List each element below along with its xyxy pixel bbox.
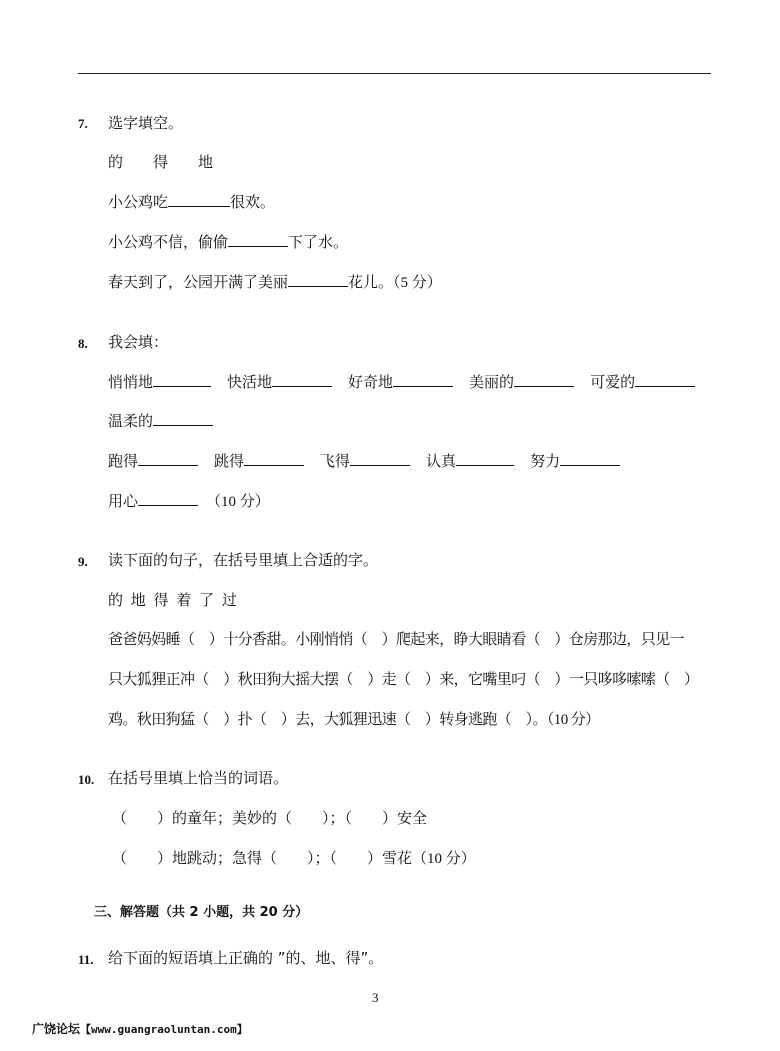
answer-blank[interactable] <box>138 451 198 466</box>
question-9-passage-line-2: 只大狐狸正冲（ ）秋田狗大摇大摆（ ）走（ ）来，它嘴里叼（ ）一只哆哆嗦嗦（ ） <box>108 670 699 688</box>
question-8-row-4 <box>108 491 270 512</box>
word-prompt: 认真 <box>426 452 457 470</box>
answer-blank[interactable] <box>456 451 514 466</box>
word-prompt: 温柔的 <box>108 412 154 430</box>
footer-url[interactable]: 【www.guangraoluntan.com】 <box>80 1023 248 1036</box>
word-prompt: 悄悄地 <box>108 373 154 391</box>
sentence-text: 很欢。 <box>230 193 276 211</box>
question-11-number: 11. <box>78 952 94 967</box>
answer-blank[interactable] <box>635 372 695 387</box>
question-11-title: 给下面的短语填上正确的 ”的、地、得”。 <box>108 949 384 967</box>
question-10-line-2 <box>112 848 476 869</box>
question-8-row-2 <box>108 411 213 431</box>
word-prompt: 跑得 <box>108 452 139 470</box>
header-rule <box>78 73 711 74</box>
question-8-row-1 <box>108 372 695 392</box>
answer-blank[interactable] <box>244 451 304 466</box>
section-heading: 三、解答题（共 2 小题，共 20 分） <box>94 905 309 920</box>
answer-blank[interactable] <box>514 372 574 387</box>
question-10-title: 在括号里填上恰当的词语。 <box>108 769 289 787</box>
answer-blank[interactable] <box>138 491 198 506</box>
word-prompt: 用心 <box>108 492 139 510</box>
answer-blank[interactable] <box>350 451 410 466</box>
question-9-title: 读下面的句子，在括号里填上合适的字。 <box>108 551 379 569</box>
question-10-number: 10. <box>78 772 95 787</box>
word-prompt: 努力 <box>530 452 561 470</box>
question-7-number: 7. <box>78 116 88 131</box>
score-label: （5 分） <box>393 275 442 291</box>
page-number: 3 <box>372 990 379 1005</box>
question-7-sentence-3 <box>108 272 442 293</box>
question-9-passage-line-1: 爸爸妈妈睡（ ）十分香甜。小刚悄悄（ ）爬起来，睁大眼睛看（ ）仓房那边，只见一 <box>108 630 685 648</box>
answer-blank[interactable] <box>153 372 211 387</box>
footer-site: 广饶论坛 <box>32 1022 81 1036</box>
word-prompt: 好奇地 <box>348 373 394 391</box>
word-prompt: 跳得 <box>214 452 245 470</box>
answer-blank[interactable] <box>560 451 620 466</box>
answer-blank[interactable] <box>393 372 453 387</box>
question-9-options: 的 地 得 着 了 过 <box>108 591 237 609</box>
question-8-number: 8. <box>78 336 88 351</box>
answer-blank[interactable] <box>168 192 230 207</box>
score-label: （10 分） <box>546 712 600 728</box>
question-9-passage-line-3 <box>108 709 600 730</box>
answer-blank[interactable] <box>288 272 348 287</box>
passage-text: 鸡。秋田狗猛（ ）扑（ ）去，大狐狸迅速（ ）转身逃跑（ ）。 <box>108 710 547 728</box>
question-10-line-1: （ ）的童年；美妙的（ ）；（ ）安全 <box>112 809 428 827</box>
fill-text: （ ）地跳动；急得（ ）；（ ）雪花 <box>112 849 413 867</box>
question-7-sentence-2 <box>108 232 348 252</box>
question-7-options: 的 得 地 <box>108 153 214 171</box>
sentence-text: 小公鸡不信，偷偷 <box>108 233 229 251</box>
question-7-sentence-1 <box>108 192 275 212</box>
score-label: （10 分） <box>206 494 270 510</box>
score-label: （10 分） <box>412 851 476 867</box>
sentence-text: 花儿。 <box>348 273 394 291</box>
word-prompt: 美丽的 <box>469 373 515 391</box>
answer-blank[interactable] <box>272 372 332 387</box>
question-8-row-3 <box>108 451 620 471</box>
sentence-text: 小公鸡吃 <box>108 193 169 211</box>
word-prompt: 可爱的 <box>590 373 636 391</box>
footer-watermark <box>32 1020 248 1037</box>
word-prompt: 快活地 <box>227 373 273 391</box>
sentence-text: 春天到了，公园开满了美丽 <box>108 273 289 291</box>
answer-blank[interactable] <box>153 411 213 426</box>
word-prompt: 飞得 <box>320 452 351 470</box>
question-8-title: 我会填： <box>108 333 169 351</box>
question-9-number: 9. <box>78 554 88 569</box>
answer-blank[interactable] <box>228 232 288 247</box>
question-7-title: 选字填空。 <box>108 114 184 132</box>
sentence-text: 下了水。 <box>288 233 349 251</box>
